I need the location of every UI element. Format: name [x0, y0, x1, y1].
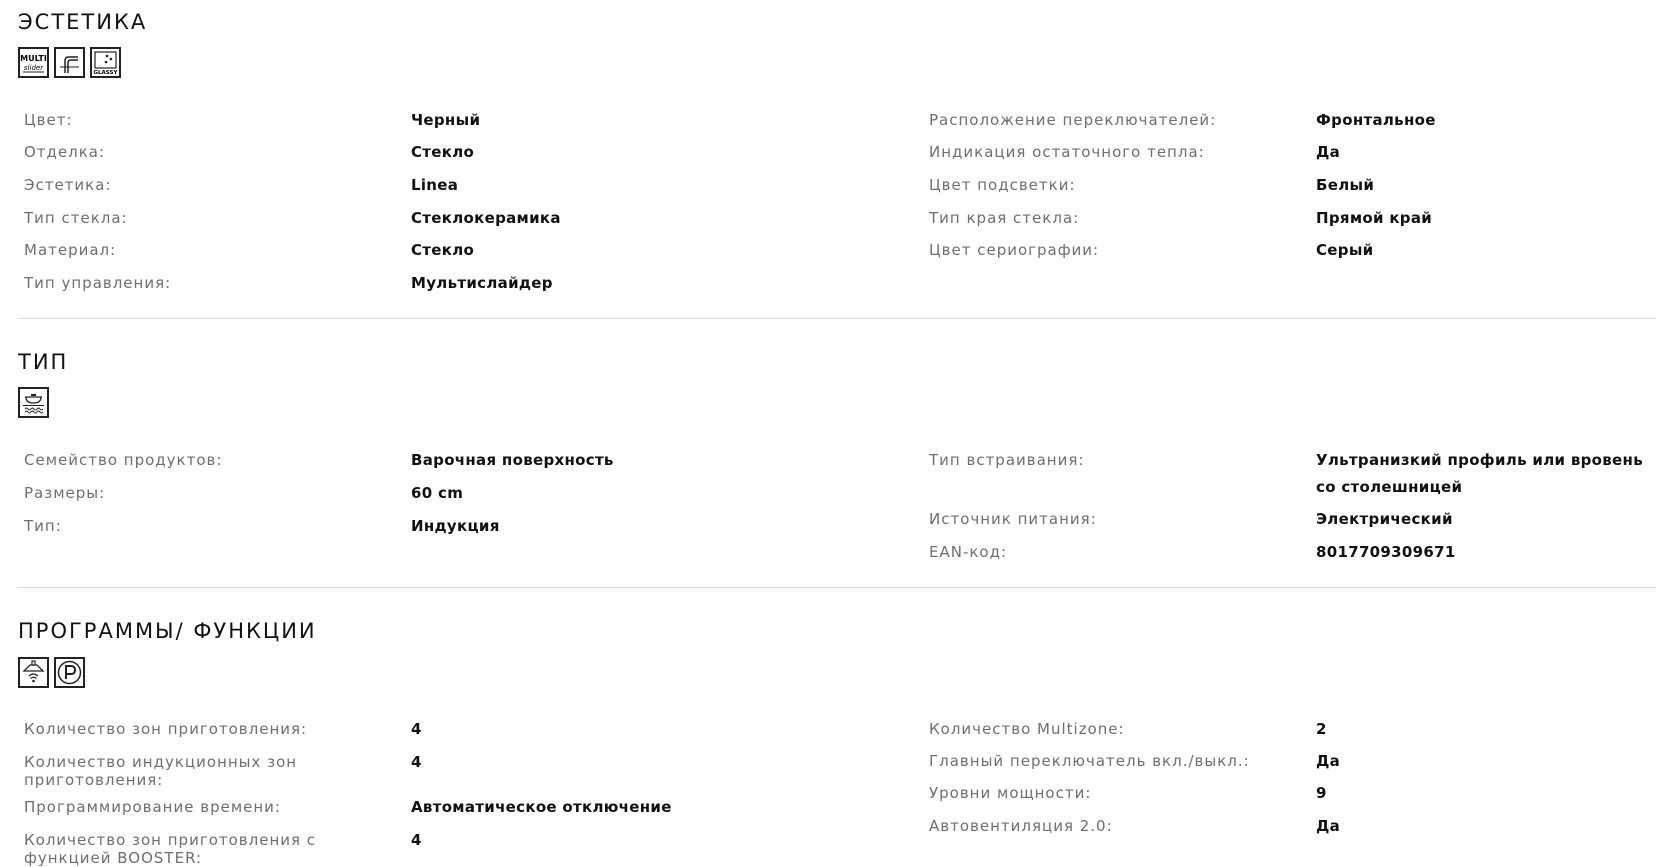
- section-title: ПРОГРАММЫ/ ФУНКЦИИ: [18, 619, 317, 643]
- spec-label: Цвет подсветки:: [929, 176, 1076, 194]
- spec-label: Расположение переключателей:: [929, 111, 1217, 129]
- spec-value: Электрический: [1316, 510, 1453, 528]
- spec-value: Linea: [411, 176, 459, 194]
- spec-label: Главный переключатель вкл./выкл.:: [929, 752, 1250, 770]
- spec-value: Белый: [1316, 176, 1375, 194]
- spec-value: Мультислайдер: [411, 274, 553, 292]
- feature-icons: [18, 657, 85, 688]
- section-divider: [18, 318, 1656, 319]
- parking-p-icon: [54, 657, 85, 688]
- spec-label: Тип стекла:: [24, 209, 128, 227]
- spec-value: Фронтальное: [1316, 111, 1436, 129]
- spec-value: Ультранизкий профиль или вровень со столешницей: [1316, 451, 1643, 496]
- spec-value: 4: [411, 753, 422, 771]
- section-title: ТИП: [18, 350, 69, 374]
- hood-wifi-icon: [18, 657, 49, 688]
- spec-label: Количество зон приготовления с функцией BOOSTER:: [24, 831, 317, 867]
- spec-value: Стеклокерамика: [411, 209, 561, 227]
- spec-value: Индукция: [411, 517, 500, 535]
- spec-label: Цвет сериографии:: [929, 241, 1100, 259]
- spec-value: 60 cm: [411, 484, 464, 502]
- spec-label: Программирование времени:: [24, 798, 281, 816]
- feature-icons: [18, 387, 49, 418]
- svg-text:slider: slider: [23, 64, 44, 72]
- spec-value: Автоматическое отключение: [411, 798, 672, 816]
- spec-label: Отделка:: [24, 143, 106, 161]
- spec-label: Количество зон приготовления:: [24, 720, 308, 738]
- spec-label: Тип встраивания:: [929, 451, 1085, 469]
- spec-label: Семейство продуктов:: [24, 451, 223, 469]
- spec-label: Количество Multizone:: [929, 720, 1125, 738]
- spec-label: Эстетика:: [24, 176, 112, 194]
- spec-value: Серый: [1316, 241, 1374, 259]
- spec-label: Материал:: [24, 241, 117, 259]
- spec-label: Индикация остаточного тепла:: [929, 143, 1205, 161]
- glassy-icon: [90, 47, 121, 78]
- section-divider: [18, 587, 1656, 588]
- spec-label: Автовентиляция 2.0:: [929, 817, 1113, 835]
- spec-value: Стекло: [411, 143, 475, 161]
- spec-value: Прямой край: [1316, 209, 1433, 227]
- knob-touch-icon: [54, 47, 85, 78]
- spec-value: Да: [1316, 143, 1341, 161]
- spec-label: Уровни мощности:: [929, 784, 1092, 802]
- spec-value: 2: [1316, 720, 1327, 738]
- svg-text:MULTI: MULTI: [20, 54, 47, 63]
- svg-text:GLASSY: GLASSY: [93, 70, 118, 76]
- induction-pot-icon: [18, 387, 49, 418]
- spec-value: 4: [411, 831, 422, 849]
- spec-value: Варочная поверхность: [411, 451, 614, 469]
- feature-icons: [18, 47, 121, 78]
- multislider-icon: [18, 47, 49, 78]
- spec-label: Источник питания:: [929, 510, 1097, 528]
- spec-value: Черный: [411, 111, 481, 129]
- spec-value: Стекло: [411, 241, 475, 259]
- spec-value: 8017709309671: [1316, 543, 1456, 561]
- spec-value: 4: [411, 720, 422, 738]
- spec-value: Да: [1316, 752, 1341, 770]
- spec-label: Количество индукционных зон приготовления:: [24, 753, 298, 789]
- spec-label: Тип:: [24, 517, 62, 535]
- spec-label: Цвет:: [24, 111, 73, 129]
- section-title: ЭСТЕТИКА: [18, 10, 148, 34]
- spec-label: EAN-код:: [929, 543, 1008, 561]
- spec-value: Да: [1316, 817, 1341, 835]
- spec-label: Тип края стекла:: [929, 209, 1080, 227]
- spec-label: Размеры:: [24, 484, 106, 502]
- spec-label: Тип управления:: [24, 274, 172, 292]
- spec-value: 9: [1316, 784, 1327, 802]
